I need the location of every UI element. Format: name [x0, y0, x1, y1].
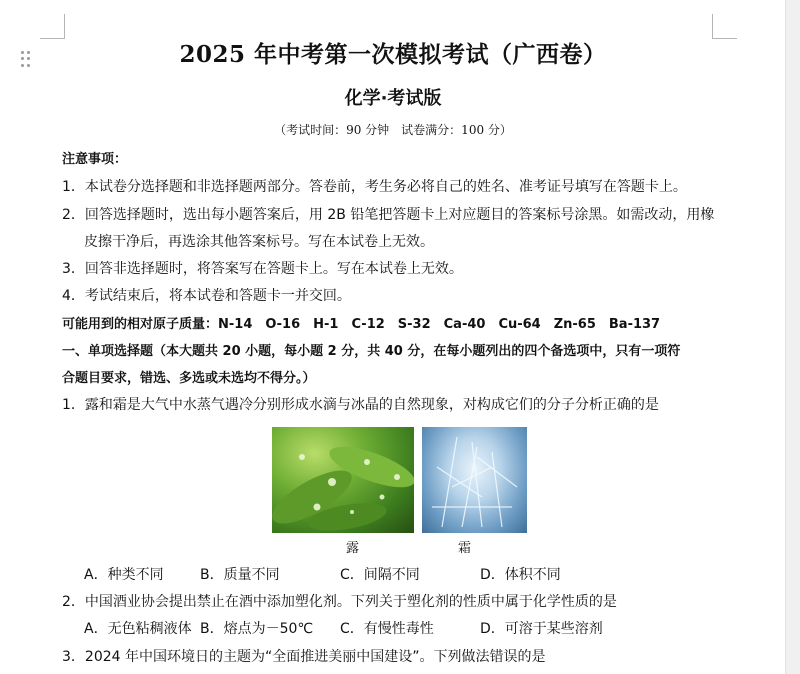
document-title: 2025 年中考第一次模拟考试（广西卷）	[179, 41, 607, 68]
document-subtitle: 化学·考试版	[344, 88, 442, 109]
frost-photo	[422, 427, 527, 533]
question-1-option-c: C．间隔不同	[340, 567, 420, 583]
frost-caption: 霜	[458, 541, 472, 556]
question-2-option-a: A．无色粘稠液体	[84, 621, 192, 637]
dew-photo	[272, 427, 414, 533]
note-item: 4．考试结束后，将本试卷和答题卡一并交回。	[62, 288, 351, 304]
question-2-stem: 2．中国酒业协会提出禁止在酒中添加塑化剂。下列关于塑化剂的性质中属于化学性质的是	[62, 594, 617, 610]
question-2-option-d: D．可溶于某些溶剂	[480, 621, 603, 637]
question-2-option-b: B．熔点为－50℃	[200, 621, 314, 637]
note-item-continuation: 皮擦干净后，再选涂其他答案标号。写在本试卷上无效。	[84, 234, 434, 250]
exam-info: （考试时间：90 分钟 试卷满分：100 分）	[274, 123, 512, 137]
note-item: 2．回答选择题时，选出每小题答案后，用 2B 铅笔把答题卡上对应题目的答案标号涂黑。如需改动，用橡	[62, 207, 715, 223]
note-item: 3．回答非选择题时，将答案写在答题卡上。写在本试卷上无效。	[62, 261, 463, 277]
question-1-option-b: B．质量不同	[200, 567, 280, 583]
atomic-masses: 可能用到的相对原子质量：N-14 O-16 H-1 C-12 S-32 Ca-40 Cu-64 Zn-65 Ba-137	[62, 317, 661, 332]
vertical-scrollbar[interactable]	[785, 0, 800, 674]
dew-caption: 露	[346, 541, 360, 556]
notes-heading: 注意事项：	[62, 152, 128, 167]
note-item: 1．本试卷分选择题和非选择题两部分。答卷前，考生务必将自己的姓名、准考证号填写在答题卡上。	[62, 179, 687, 195]
question-2-option-c: C．有慢性毒性	[340, 621, 434, 637]
question-3-stem: 3．2024 年中国环境日的主题为“全面推进美丽中国建设”。下列做法错误的是	[62, 649, 546, 665]
question-1-option-a: A．种类不同	[84, 567, 164, 583]
section-heading-continuation: 合题目要求，错选、多选或未选均不得分。）	[62, 371, 316, 386]
section-heading: 一、单项选择题（本大题共 20 小题，每小题 2 分，共 40 分，在每小题列出的四个备选项中，只有一项符	[62, 344, 681, 359]
question-1-option-d: D．体积不同	[480, 567, 561, 583]
question-1-stem: 1．露和霜是大气中水蒸气遇冷分别形成水滴与冰晶的自然现象，对构成它们的分子分析正确的是	[62, 397, 659, 413]
